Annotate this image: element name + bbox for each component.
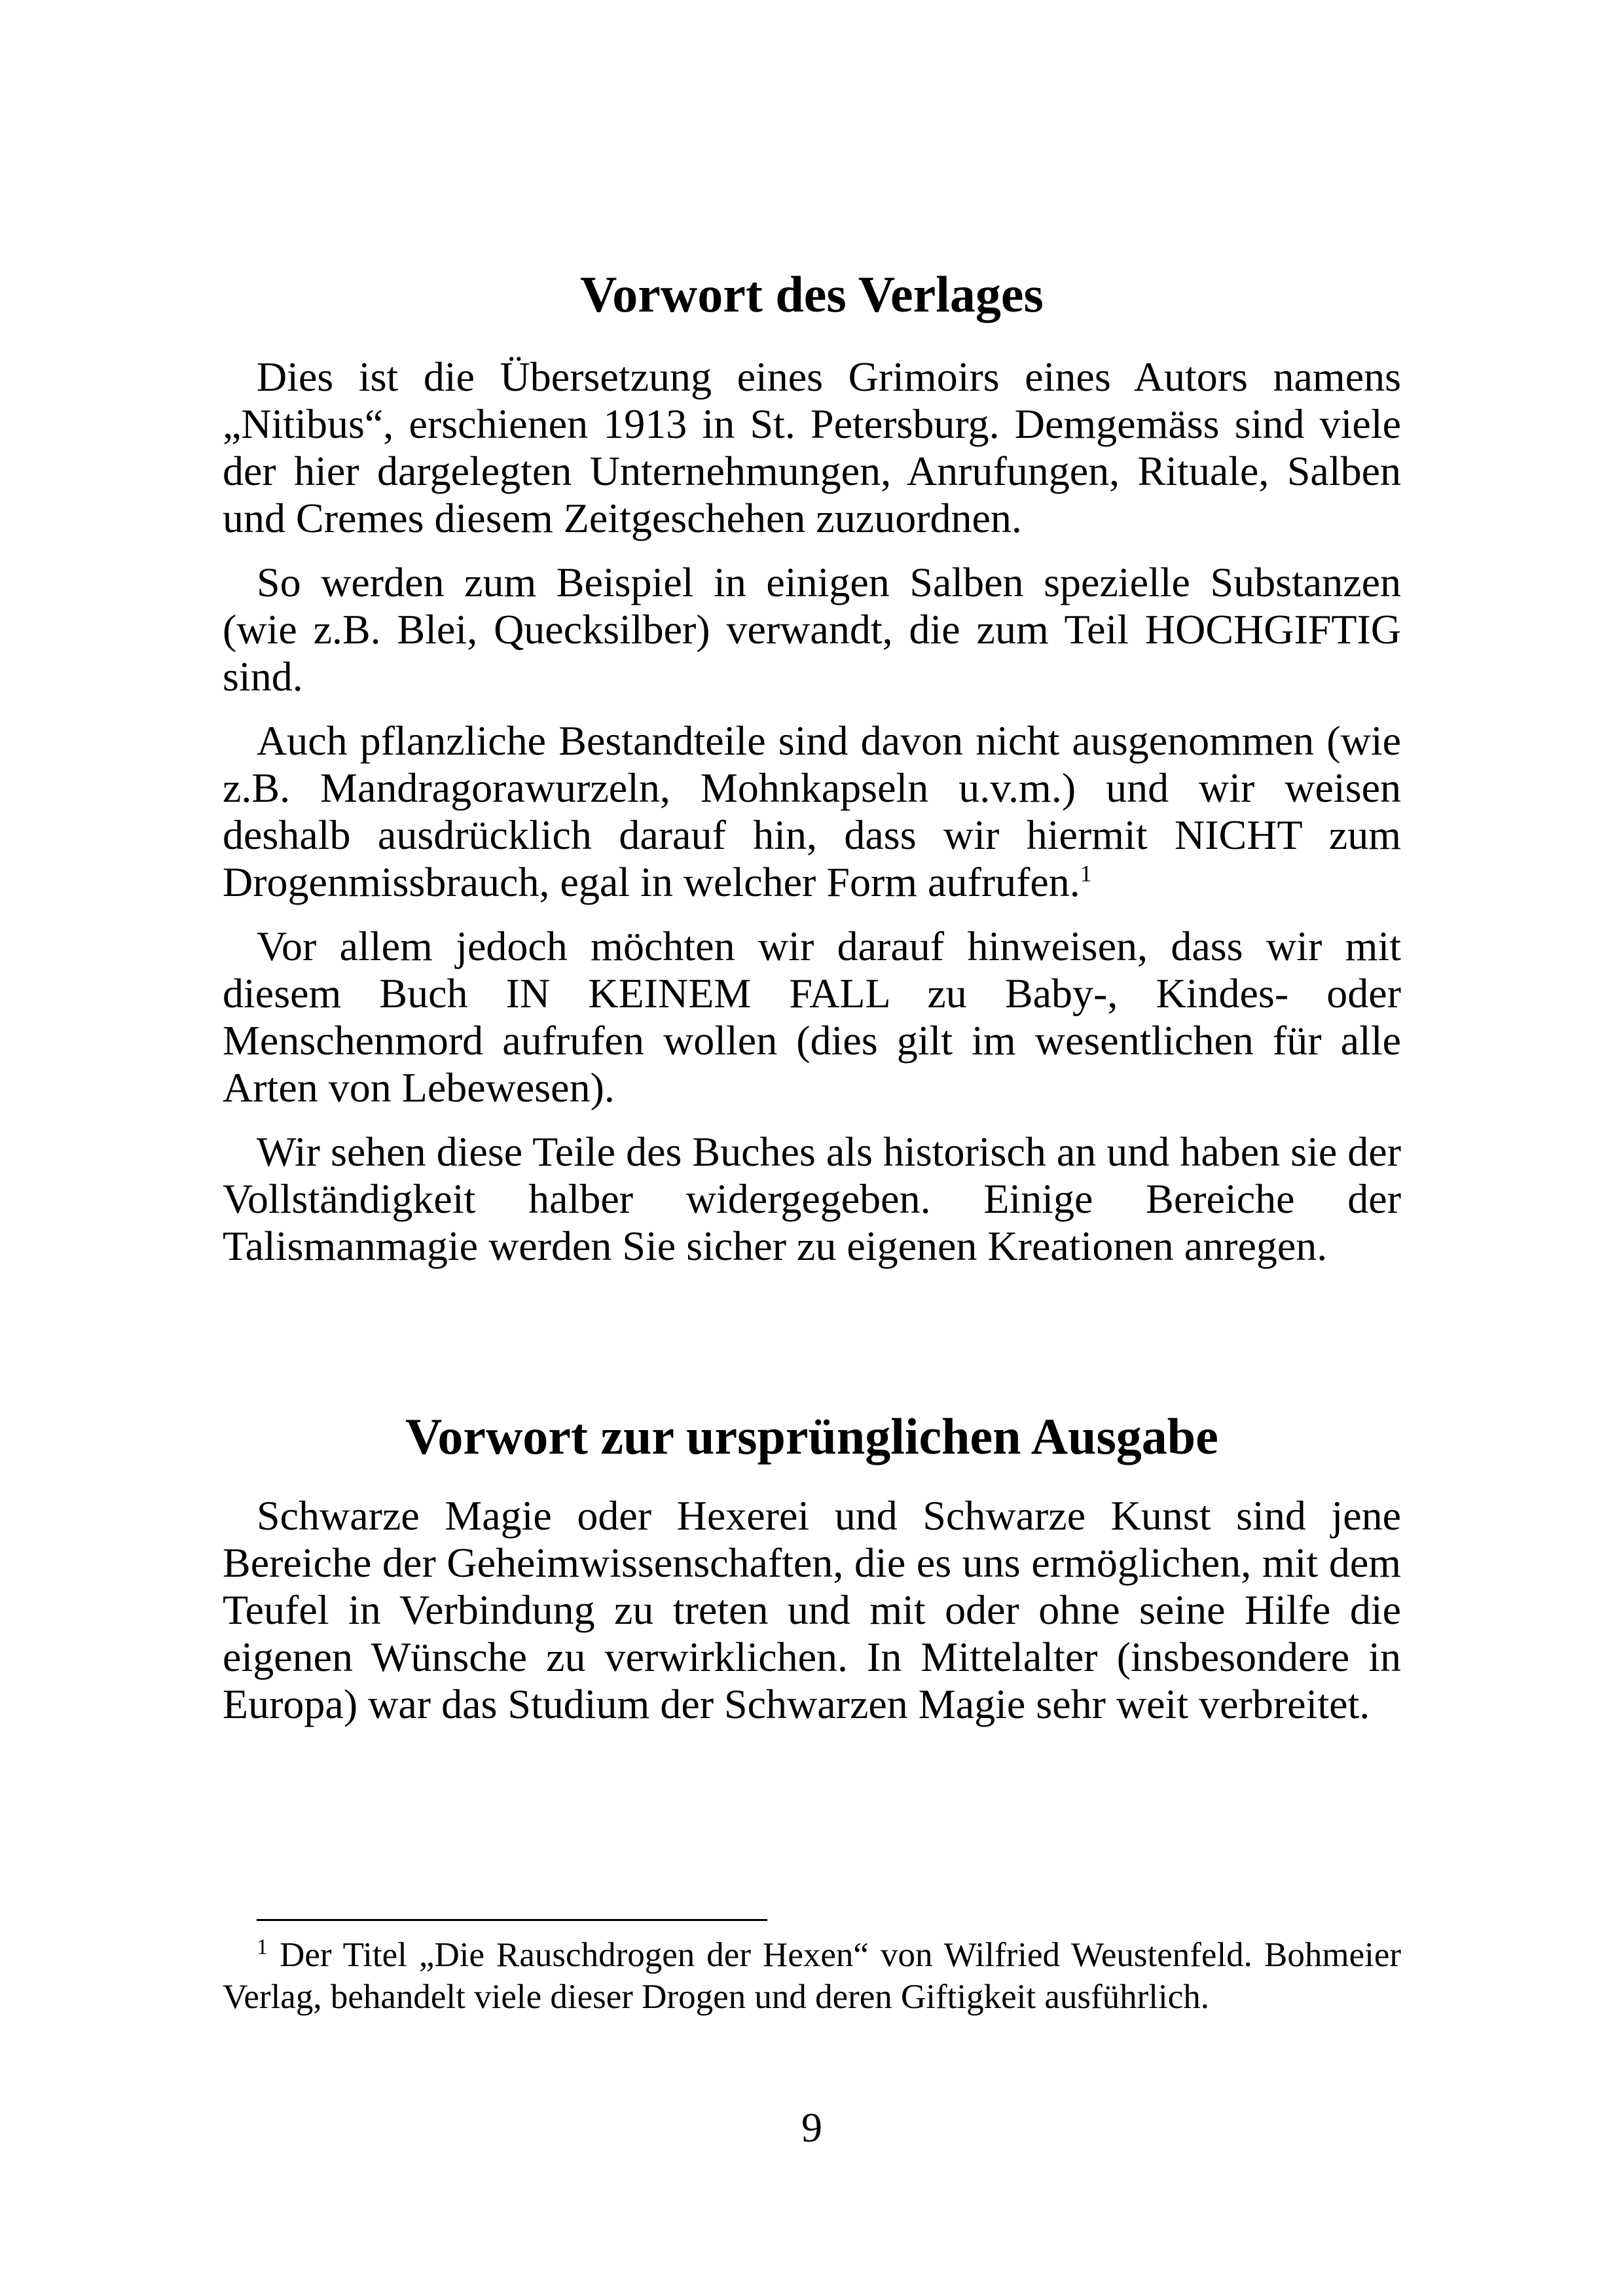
footnote — [223, 1934, 1401, 2018]
paragraph-with-footnote — [223, 717, 1401, 906]
footnote-marker: 1 — [257, 1935, 268, 1960]
paragraph-text: Auch pflanzliche Bestandteile sind davon nicht ausgenommen (wie z.B. Mandragorawurzeln, Mohnkapseln u.v.m.) und wir weisen deshalb ausdrücklich darauf hin, dass wir hiermit NICHT zum Drogenmissbrauch, egal in welcher Form aufrufen. — [223, 717, 1401, 905]
paragraph: Dies ist die Übersetzung eines Grimoirs eines Autors namens „Nitibus“, erschienen 1913 in St. Petersburg. Demgemäss sind viele der hier dargelegten Unternehmungen, Anrufungen, Rituale, Salben und Cremes diesem Zeitgeschehen zuzuordnen. — [223, 353, 1401, 541]
section-body-original — [223, 1492, 1401, 1745]
footnote-text: Der Titel „Die Rauschdrogen der Hexen“ von Wilfried Weustenfeld. Bohmeier Verlag, behandelt viele dieser Drogen und deren Giftigkeit ausführlich. — [223, 1936, 1402, 2016]
paragraph: Wir sehen diese Teile des Buches als historisch an und haben sie der Vollständigkeit halber widergegeben. Einige Bereiche der Talismanmagie werden Sie sicher zu eigenen Kreationen anregen. — [223, 1128, 1401, 1269]
paragraph: So werden zum Beispiel in einigen Salben spezielle Substanzen (wie z.B. Blei, Quecksilber) verwandt, die zum Teil HOCHGIFTIG sind. — [223, 559, 1401, 700]
section-title-verlag: Vorwort des Verlages — [580, 266, 1044, 323]
section-body-verlag — [223, 353, 1401, 1287]
paragraph: Schwarze Magie oder Hexerei und Schwarze Kunst sind jene Bereiche der Geheimwissenschaften, die es uns ermöglichen, mit dem Teufel in Verbindung zu treten und mit oder ohne seine Hilfe die eigenen Wünsche zu verwirklichen. In Mittelalter (insbesondere in Europa) war das Studium der Schwarzen Magie sehr weit verbreitet. — [223, 1492, 1401, 1727]
document-page — [223, 0, 1401, 2296]
footnote-reference: 1 — [1080, 860, 1092, 887]
page-number: 9 — [801, 2104, 822, 2151]
paragraph: Vor allem jedoch möchten wir darauf hinweisen, dass wir mit diesem Buch IN KEINEM FALL zu Baby-, Kindes- oder Menschenmord aufrufen wollen (dies gilt im wesentlichen für alle Arten von Lebewesen). — [223, 923, 1401, 1111]
footnote-divider — [257, 1919, 767, 1921]
section-title-original: Vorwort zur ursprünglichen Ausgabe — [405, 1408, 1218, 1465]
